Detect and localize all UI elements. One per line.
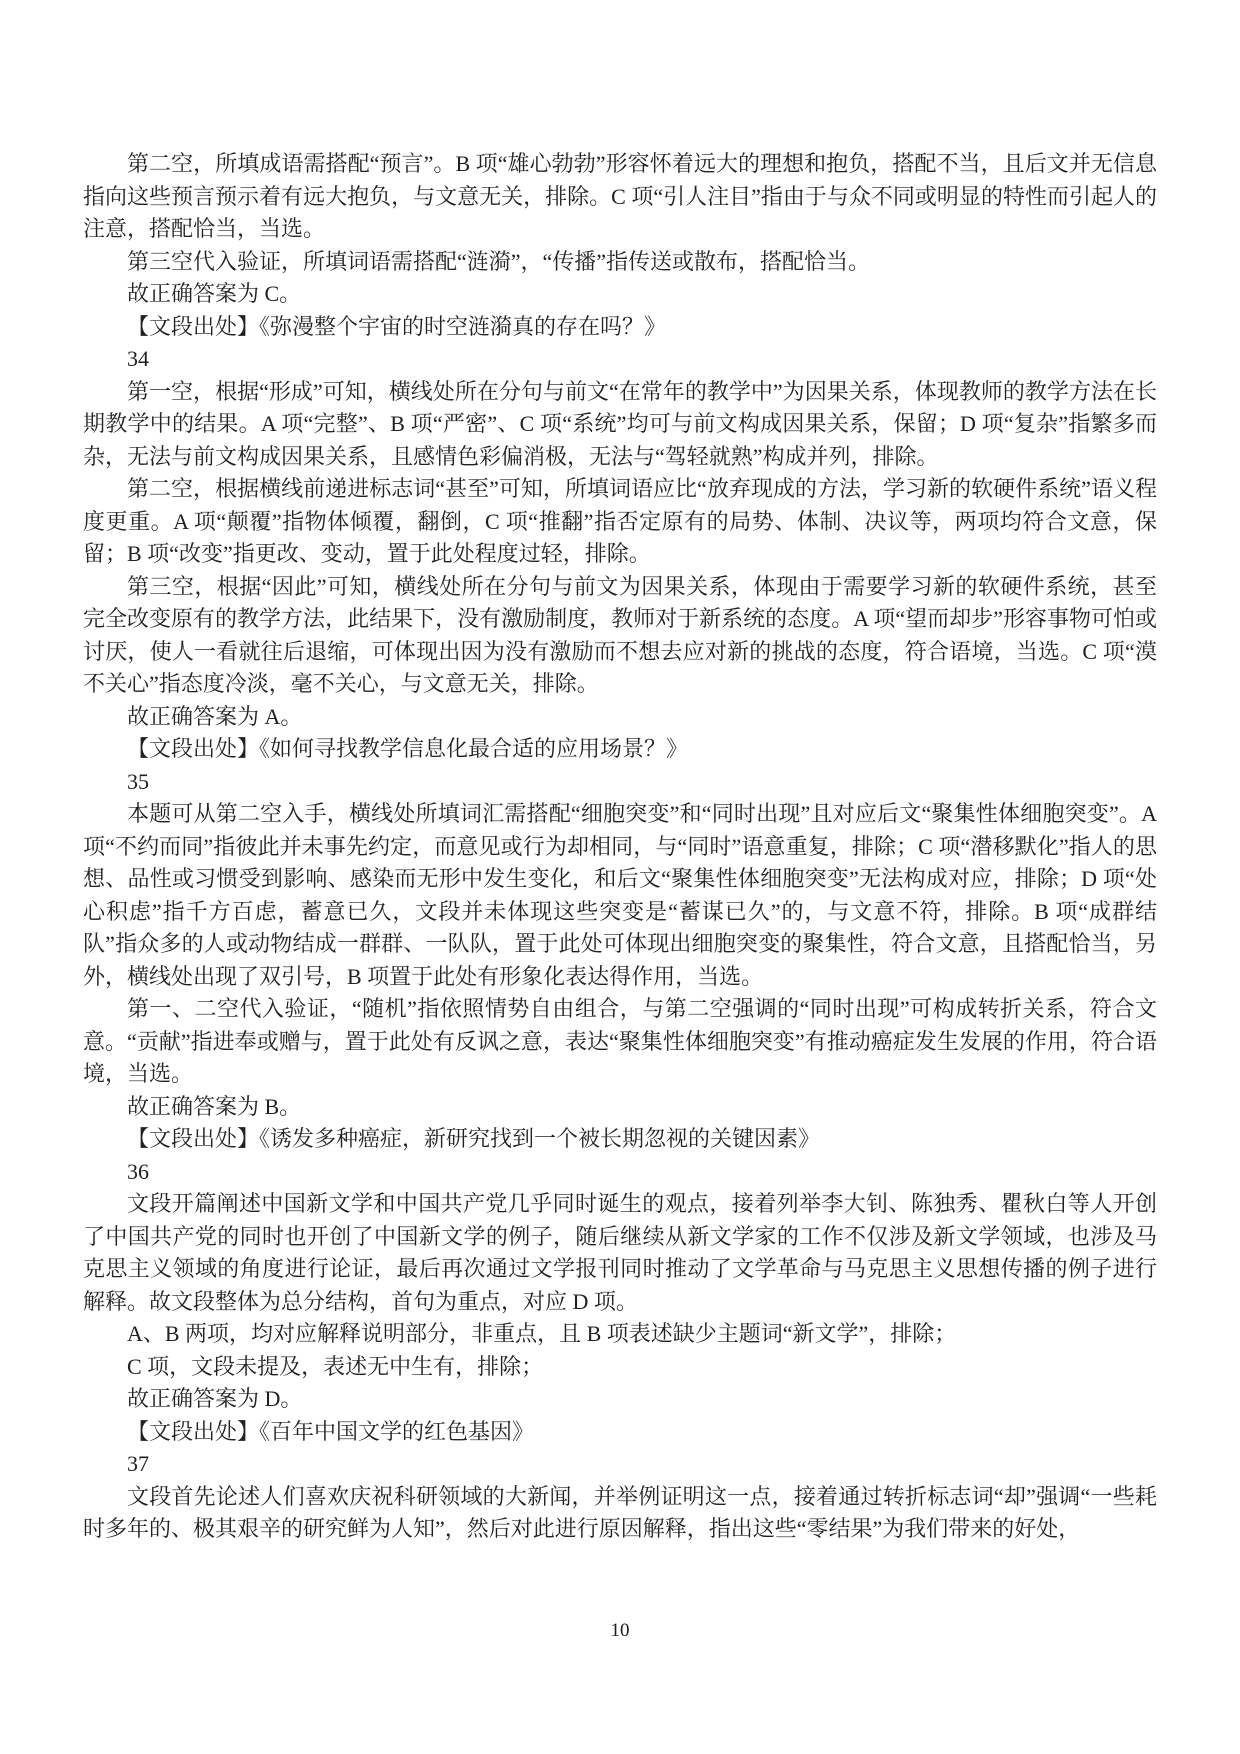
page-footer [0,1620,1240,1642]
page-number: 10 [610,1620,630,1641]
source-line: 【文段出处】《百年中国文学的红色基因》 [127,1418,535,1444]
answer-line: 故正确答案为 B。 [127,1093,302,1119]
question-number: 36 [127,1158,149,1184]
analysis-paragraph: 第二空，根据横线前递进标志词“甚至”可知，所填词语应比“放弃现成的方法，学习新的软硬件系统”语义程度更重。A 项“颠覆”指物体倾覆，翻倒，C 项“推翻”指否定原有的局势、体制、决议等，两项均符合文意，保留；B 项“改变”指更改、变动，置于此处程度过轻，排除。 [83,476,1157,566]
analysis-paragraph: A、B 两项，均对应解释说明部分，非重点，且 B 项表述缺少主题词“新文学”，排除； [127,1321,957,1346]
page-body [83,148,1157,1546]
question-number: 34 [127,346,149,371]
analysis-paragraph: 第三空，根据“因此”可知，横线处所在分句与前文为因果关系，体现由于需要学习新的软硬件系统，甚至完全改变原有的教学方法，此结果下，没有激励制度，教师对于新系统的态度。A 项“望而却步”形容事物可怕或讨厌，使人一看就往后退缩，可体现出因为没有激励而不想去应对新的挑战的态度，符合语境，当选。C 项“漠不关心”指态度冷淡，毫不关心，与文意无关，排除。 [83,573,1157,696]
question-number: 35 [127,768,149,794]
source-line: 【文段出处】《如何寻找教学信息化最合适的应用场景？》 [127,736,689,761]
analysis-paragraph: 本题可从第二空入手，横线处所填词汇需搭配“细胞突变”和“同时出现”且对应后文“聚集性体细胞突变”。A 项“不约而同”指彼此并未事先约定，而意见或行为却相同，与“同时”语意重复，排除；C 项“潜移默化”指人的思想、品性或习惯受到影响、感染而无形中发生变化，和后文“聚集性体细胞突变”无法构成对应，排除；D 项“处心积虑”指千方百虑，蓄意已久，文段并未体现这些突变是“蓄谋已久”的，与文意不符，排除。B 项“成群结队”指众多的人或动物结成一群群、一队队，置于此处可体现出细胞突变的聚集性，符合文意，且搭配恰当，另外，横线处出现了双引号，B 项置于此处有形象化表达得作用，当选。 [83,801,1157,989]
analysis-paragraph: 第二空，所填成语需搭配“预言”。B 项“雄心勃勃”形容怀着远大的理想和抱负，搭配不当，且后文并无信息指向这些预言预示着有远大抱负，与文意无关，排除。C 项“引人注目”指由于与众不同或明显的特性而引起人的注意，搭配恰当，当选。 [83,151,1157,241]
analysis-paragraph: 第三空代入验证，所填词语需搭配“涟漪”，“传播”指传送或散布，搭配恰当。 [127,248,871,274]
analysis-paragraph: 文段首先论述人们喜欢庆祝科研领域的大新闻，并举例证明这一点，接着通过转折标志词“却”强调“一些耗时多年的、极其艰辛的研究鲜为人知”，然后对此进行原因解释，指出这些“零结果”为我们带来的好处， [83,1483,1157,1541]
analysis-paragraph: C 项，文段未提及，表述无中生有，排除； [127,1353,544,1379]
answer-line: 故正确答案为 C。 [127,281,302,306]
source-line: 【文段出处】《弥漫整个宇宙的时空涟漪真的存在吗？》 [127,313,667,339]
analysis-paragraph: 第一空，根据“形成”可知，横线处所在分句与前文“在常年的教学中”为因果关系，体现教师的教学方法在长期教学中的结果。A 项“完整”、B 项“严密”、C 项“系统”均可与前文构成因果关系，保留；D 项“复杂”指繁多而杂，无法与前文构成因果关系，且感情色彩偏消极，无法与“驾轻就熟”构成并列，排除。 [83,378,1157,469]
analysis-paragraph: 文段开篇阐述中国新文学和中国共产党几乎同时诞生的观点，接着列举李大钊、陈独秀、瞿秋白等人开创了中国共产党的同时也开创了中国新文学的例子，随后继续从新文学家的工作不仅涉及新文学领域，也涉及马克思主义领域的角度进行论证，最后再次通过文学报刊同时推动了文学革命与马克思主义思想传播的例子进行解释。故文段整体为总分结构，首句为重点，对应 D 项。 [83,1191,1157,1314]
answer-line: 故正确答案为 A。 [127,703,303,729]
analysis-paragraph: 第一、二空代入验证，“随机”指依照情势自由组合，与第二空强调的“同时出现”可构成转折关系，符合文意。“贡献”指进奉或赠与，置于此处有反讽之意，表达“聚集性体细胞突变”有推动癌症发生发展的作用，符合语境，当选。 [83,996,1157,1086]
source-line: 【文段出处】《诱发多种癌症，新研究找到一个被长期忽视的关键因素》 [127,1126,821,1151]
question-number: 37 [127,1451,149,1476]
answer-line: 故正确答案为 D。 [127,1386,303,1411]
